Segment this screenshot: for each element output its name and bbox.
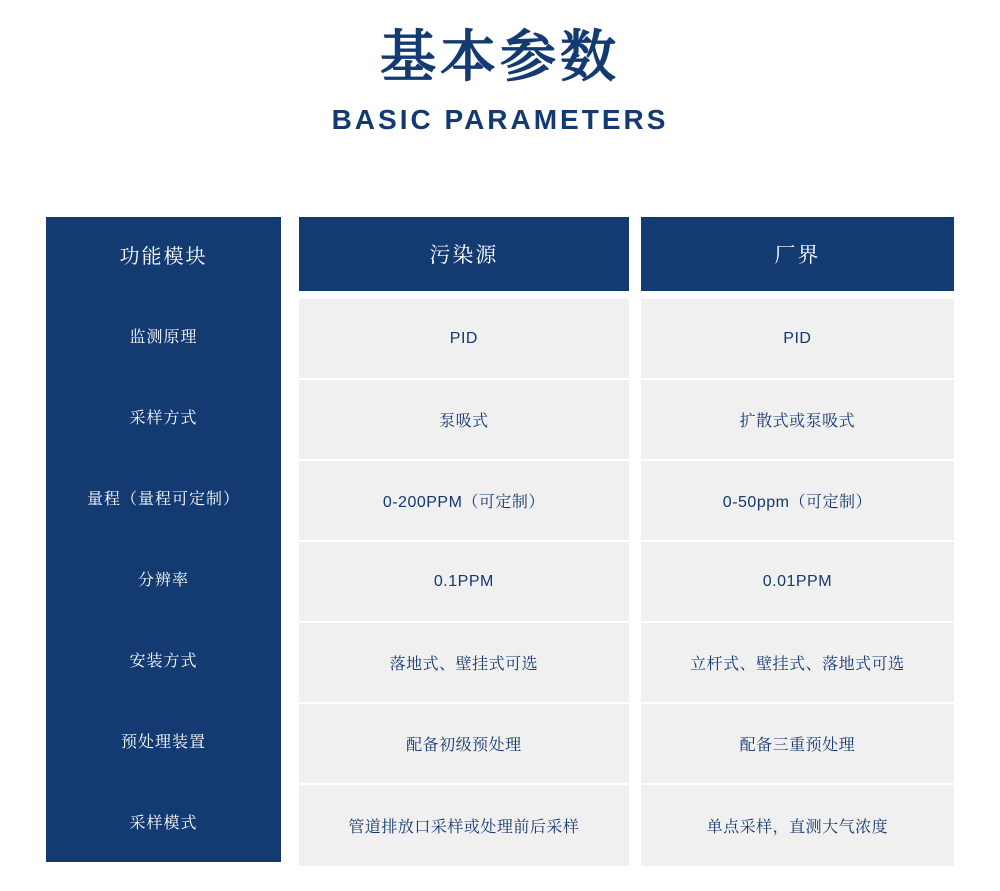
table-header-function-module: 功能模块 (46, 217, 281, 291)
table-cell: 配备三重预处理 (641, 704, 954, 785)
column-plant-boundary (641, 217, 954, 866)
table-columns (46, 217, 954, 866)
table-cell: 扩散式或泵吸式 (641, 380, 954, 461)
table-row: 监测原理 (129, 329, 198, 346)
table-cell: PID (299, 299, 629, 380)
table-cell: 管道排放口采样或处理前后采样 (299, 785, 629, 866)
table-cell: 立杆式、壁挂式、落地式可选 (641, 623, 954, 704)
plant-boundary-cells (641, 299, 954, 866)
table-row: 分辨率 (137, 572, 189, 589)
pollution-source-cells (299, 299, 629, 866)
table-row: 采样方式 (129, 410, 198, 427)
table-row: 预处理装置 (120, 734, 206, 751)
table-header-plant-boundary: 厂界 (641, 217, 954, 291)
table-row: 采样模式 (129, 815, 198, 832)
column-function-module (46, 217, 281, 862)
table-cell: 0-50ppm（可定制） (641, 461, 954, 542)
page-title: 基本参数 (380, 25, 620, 88)
table-cell: 0.1PPM (299, 542, 629, 623)
table-row: 量程（量程可定制） (86, 491, 240, 508)
table-row: 安装方式 (129, 653, 198, 670)
parameters-table (46, 217, 954, 866)
table-cell: 落地式、壁挂式可选 (299, 623, 629, 704)
table-cell: 0-200PPM（可定制） (299, 461, 629, 542)
page-subtitle: BASIC PARAMETERS (331, 104, 669, 135)
table-cell: 配备初级预处理 (299, 704, 629, 785)
table-cell: 单点采样，直测大气浓度 (641, 785, 954, 866)
page-title-block (0, 0, 1000, 136)
table-cell: 0.01PPM (641, 542, 954, 623)
table-header-pollution-source: 污染源 (299, 217, 629, 291)
function-module-rows (46, 291, 281, 862)
table-cell: PID (641, 299, 954, 380)
table-cell: 泵吸式 (299, 380, 629, 461)
column-pollution-source (299, 217, 629, 866)
